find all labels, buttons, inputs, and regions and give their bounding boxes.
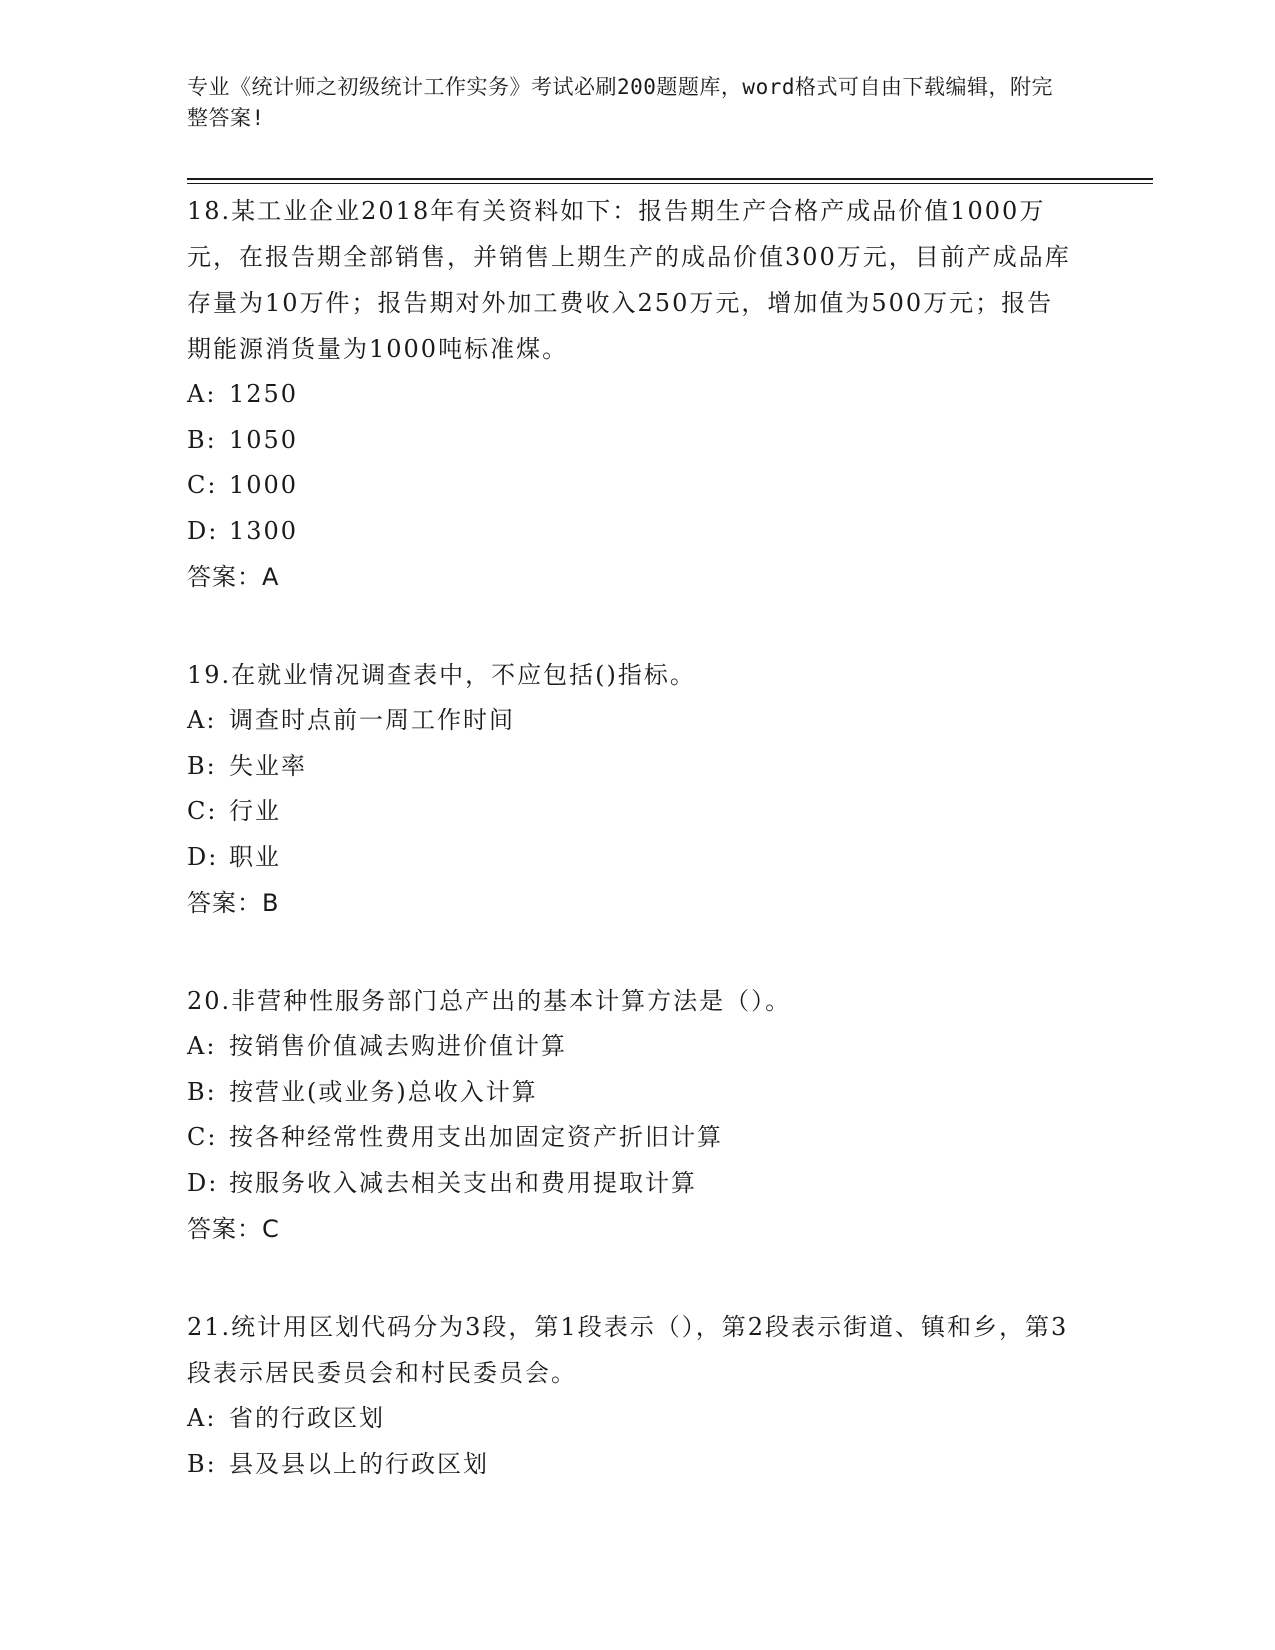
- option-key: D:: [187, 1168, 219, 1197]
- option-a: [187, 1396, 1077, 1442]
- option-key: B:: [187, 425, 217, 454]
- option-text: 职业: [229, 842, 281, 871]
- option-text: 县及县以上的行政区划: [229, 1449, 489, 1478]
- option-text: 1300: [229, 516, 299, 545]
- option-key: D:: [187, 842, 219, 871]
- option-text: 1050: [229, 425, 299, 454]
- option-c: [187, 1115, 1077, 1161]
- header-rule-thin: [187, 183, 1153, 184]
- option-c: [187, 789, 1077, 835]
- question-19: [187, 652, 1077, 926]
- option-text: 省的行政区划: [229, 1404, 385, 1432]
- option-text: 1250: [229, 380, 299, 408]
- option-key: A:: [187, 1032, 217, 1060]
- header-rule-thick: [187, 178, 1153, 180]
- question-18: [187, 188, 1077, 600]
- question-list: [187, 188, 1077, 1539]
- question-20: [187, 978, 1077, 1252]
- question-stem: 18.某工业企业2018年有关资料如下：报告期生产合格产成品价值1000万元，在报告期全部销售，并销售上期生产的成品价值300万元，目前产成品库存量为10万件；报告期对外加工费收入250万元，增加值为500万元；报告期能源消货量为1000吨标准煤。: [187, 197, 1071, 363]
- option-key: B:: [187, 751, 217, 780]
- option-a: [187, 698, 1077, 744]
- option-d: [187, 1161, 1077, 1207]
- question-stem: 19.在就业情况调查表中，不应包括()指标。: [187, 661, 696, 689]
- option-b: [187, 744, 1077, 790]
- option-d: [187, 509, 1077, 555]
- option-text: 行业: [229, 797, 281, 825]
- option-a: [187, 372, 1077, 418]
- option-key: C:: [187, 471, 218, 499]
- option-key: A:: [187, 1404, 217, 1432]
- option-text: 调查时点前一周工作时间: [229, 706, 515, 734]
- option-c: [187, 463, 1077, 509]
- option-text: 按服务收入减去相关支出和费用提取计算: [229, 1168, 697, 1197]
- option-key: B:: [187, 1449, 217, 1478]
- option-key: A:: [187, 380, 217, 408]
- question-stem: 21.统计用区划代码分为3段，第1段表示（），第2段表示街道、镇和乡，第3段表示居民委员会和村民委员会。: [187, 1313, 1069, 1387]
- option-key: A:: [187, 706, 217, 734]
- option-key: B:: [187, 1077, 217, 1106]
- option-b: [187, 1442, 1077, 1488]
- question-stem: 20.非营种性服务部门总产出的基本计算方法是（）。: [187, 987, 792, 1015]
- option-d: [187, 835, 1077, 881]
- option-b: [187, 1070, 1077, 1116]
- option-a: [187, 1024, 1077, 1070]
- document-header: 专业《统计师之初级统计工作实务》考试必刷200题题库，word格式可自由下载编辑，附完整答案!: [187, 75, 1053, 130]
- answer-line: 答案：C: [187, 1215, 280, 1243]
- option-text: 按销售价值减去购进价值计算: [229, 1032, 567, 1060]
- answer-line: 答案：B: [187, 889, 280, 917]
- option-text: 失业率: [229, 751, 307, 780]
- option-text: 按营业(或业务)总收入计算: [229, 1077, 538, 1106]
- option-key: C:: [187, 1123, 218, 1151]
- option-text: 按各种经常性费用支出加固定资产折旧计算: [229, 1123, 723, 1151]
- option-key: D:: [187, 516, 219, 545]
- answer-line: 答案：A: [187, 563, 280, 591]
- option-b: [187, 418, 1077, 464]
- question-21: [187, 1304, 1077, 1487]
- option-text: 1000: [229, 471, 299, 499]
- option-key: C:: [187, 797, 218, 825]
